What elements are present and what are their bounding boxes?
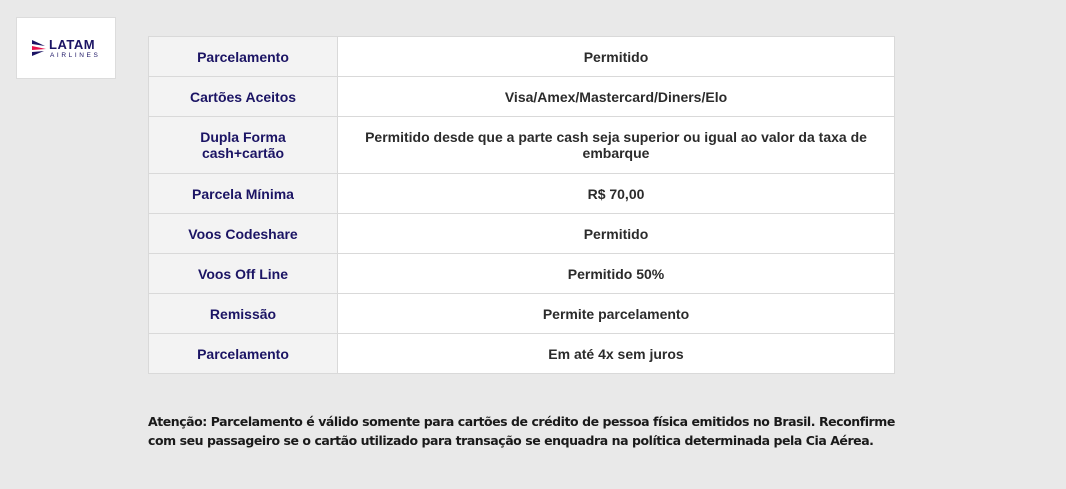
table-row <box>149 37 895 77</box>
logo-brand-text: LATAM <box>49 37 96 52</box>
row-value: Permitido <box>338 37 895 77</box>
row-label: Parcelamento <box>149 334 338 374</box>
row-value: R$ 70,00 <box>338 174 895 214</box>
row-label: Dupla Forma cash+cartão <box>149 117 338 174</box>
row-value: Visa/Amex/Mastercard/Diners/Elo <box>338 77 895 117</box>
logo-sub-text: AIRLINES <box>50 52 101 59</box>
row-label: Parcela Mínima <box>149 174 338 214</box>
latam-logo <box>16 17 116 79</box>
row-label: Cartões Aceitos <box>149 77 338 117</box>
notice-text: Atenção: Parcelamento é válido somente para cartões de crédito de pessoa física emitidos no Brasil. Reconfirme com seu passageiro se o cartão utilizado para transação se enquadra na política determinada pela Cia Aérea. <box>148 414 895 448</box>
table-row <box>149 117 895 174</box>
table-row <box>149 174 895 214</box>
table-row <box>149 334 895 374</box>
row-label: Voos Codeshare <box>149 214 338 254</box>
row-value: Permitido <box>338 214 895 254</box>
row-value: Permitido desde que a parte cash seja superior ou igual ao valor da taxa de embarque <box>338 117 895 174</box>
payment-policy-table <box>148 36 895 374</box>
table-row <box>149 294 895 334</box>
row-value: Permitido 50% <box>338 254 895 294</box>
table-row <box>149 254 895 294</box>
row-value: Em até 4x sem juros <box>338 334 895 374</box>
row-label: Remissão <box>149 294 338 334</box>
table-row <box>149 214 895 254</box>
row-value: Permite parcelamento <box>338 294 895 334</box>
latam-logo-icon <box>31 38 47 58</box>
row-label: Parcelamento <box>149 37 338 77</box>
table-row <box>149 77 895 117</box>
row-label: Voos Off Line <box>149 254 338 294</box>
